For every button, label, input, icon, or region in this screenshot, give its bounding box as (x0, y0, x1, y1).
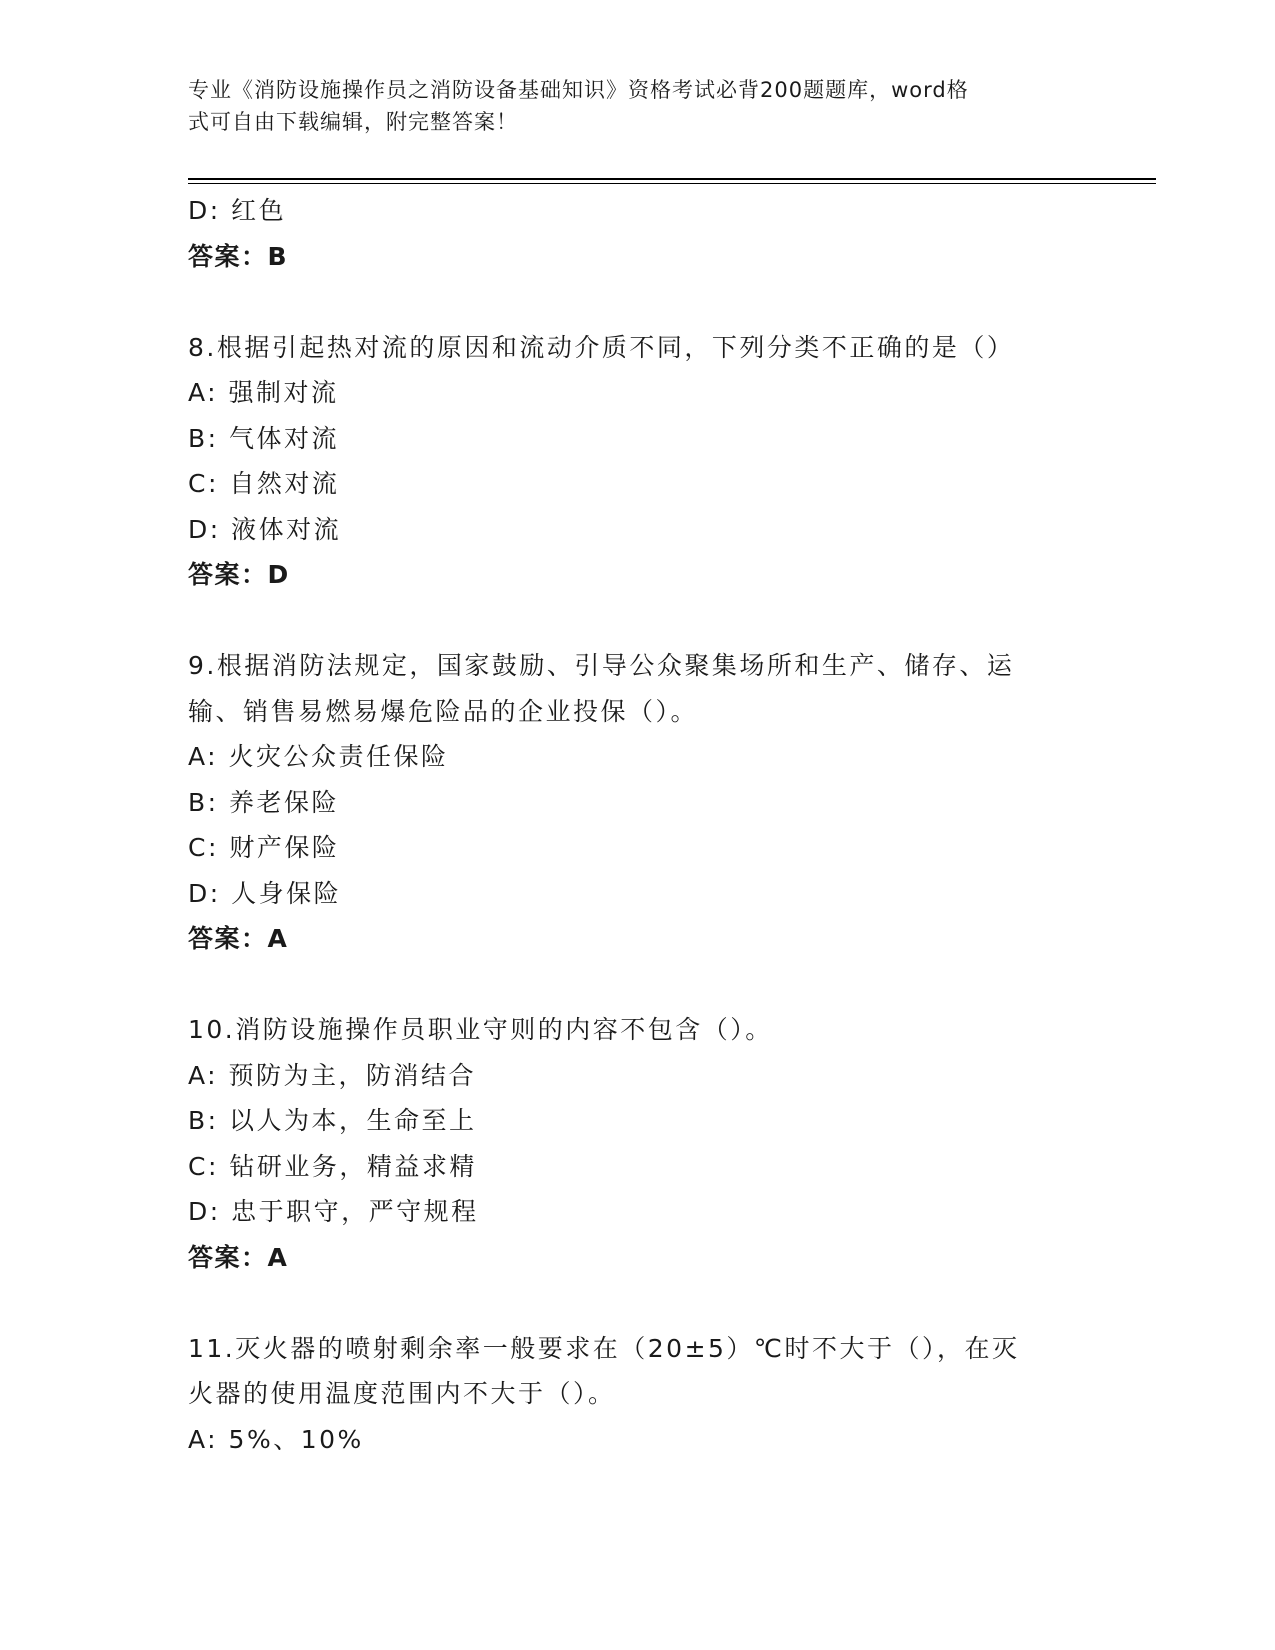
spacer (188, 279, 1088, 325)
option-d: D: 红色 (188, 196, 287, 225)
header-divider (188, 178, 1156, 180)
option-c: C: 自然对流 (188, 469, 340, 498)
option-a: A: 火灾公众责任保险 (188, 742, 449, 771)
question-text-continued: 输、销售易燃易爆危险品的企业投保（）。 (188, 696, 699, 726)
question-9 (188, 643, 1088, 962)
header-line-1: 专业《消防设施操作员之消防设备基础知识》资格考试必背200题题库，word格 (188, 78, 969, 102)
option-b: B: 以人为本，生命至上 (188, 1106, 477, 1135)
header-line-2: 式可自由下载编辑，附完整答案！ (188, 110, 518, 134)
question-text: 11.灭火器的喷射剩余率一般要求在（20±5）℃时不大于（），在灭 (188, 1333, 1020, 1363)
option-b: B: 气体对流 (188, 423, 340, 453)
header-divider-thin (188, 183, 1156, 184)
question-10 (188, 1007, 1088, 1280)
question-text: 10.消防设施操作员职业守则的内容不包含（）。 (188, 1015, 773, 1044)
question-8 (188, 325, 1088, 598)
question-text: 8.根据引起热对流的原因和流动介质不同，下列分类不正确的是（） (188, 332, 1015, 362)
previous-question-tail (188, 188, 1088, 279)
question-11 (188, 1326, 1088, 1463)
option-a: A: 强制对流 (188, 378, 339, 407)
spacer (188, 962, 1088, 1008)
answer-line: 答案：D (188, 560, 290, 589)
option-d: D: 忠于职守，严守规程 (188, 1197, 479, 1226)
option-a: A: 5%、10% (188, 1424, 364, 1454)
spacer (188, 598, 1088, 644)
option-b: B: 养老保险 (188, 787, 340, 817)
answer-line: 答案：A (188, 1242, 289, 1272)
question-text-continued: 火器的使用温度范围内不大于（）。 (188, 1379, 616, 1408)
document-body (188, 188, 1088, 1462)
option-d: D: 人身保险 (188, 878, 342, 908)
option-a: A: 预防为主，防消结合 (188, 1060, 477, 1090)
answer-line: 答案：B (188, 241, 289, 271)
option-d: D: 液体对流 (188, 514, 342, 544)
answer-line: 答案：A (188, 924, 289, 953)
question-text: 9.根据消防法规定，国家鼓励、引导公众聚集场所和生产、储存、运 (188, 651, 1015, 680)
spacer (188, 1280, 1088, 1326)
document-header (188, 74, 1068, 138)
option-c: C: 财产保险 (188, 833, 340, 862)
option-c: C: 钻研业务，精益求精 (188, 1151, 477, 1181)
